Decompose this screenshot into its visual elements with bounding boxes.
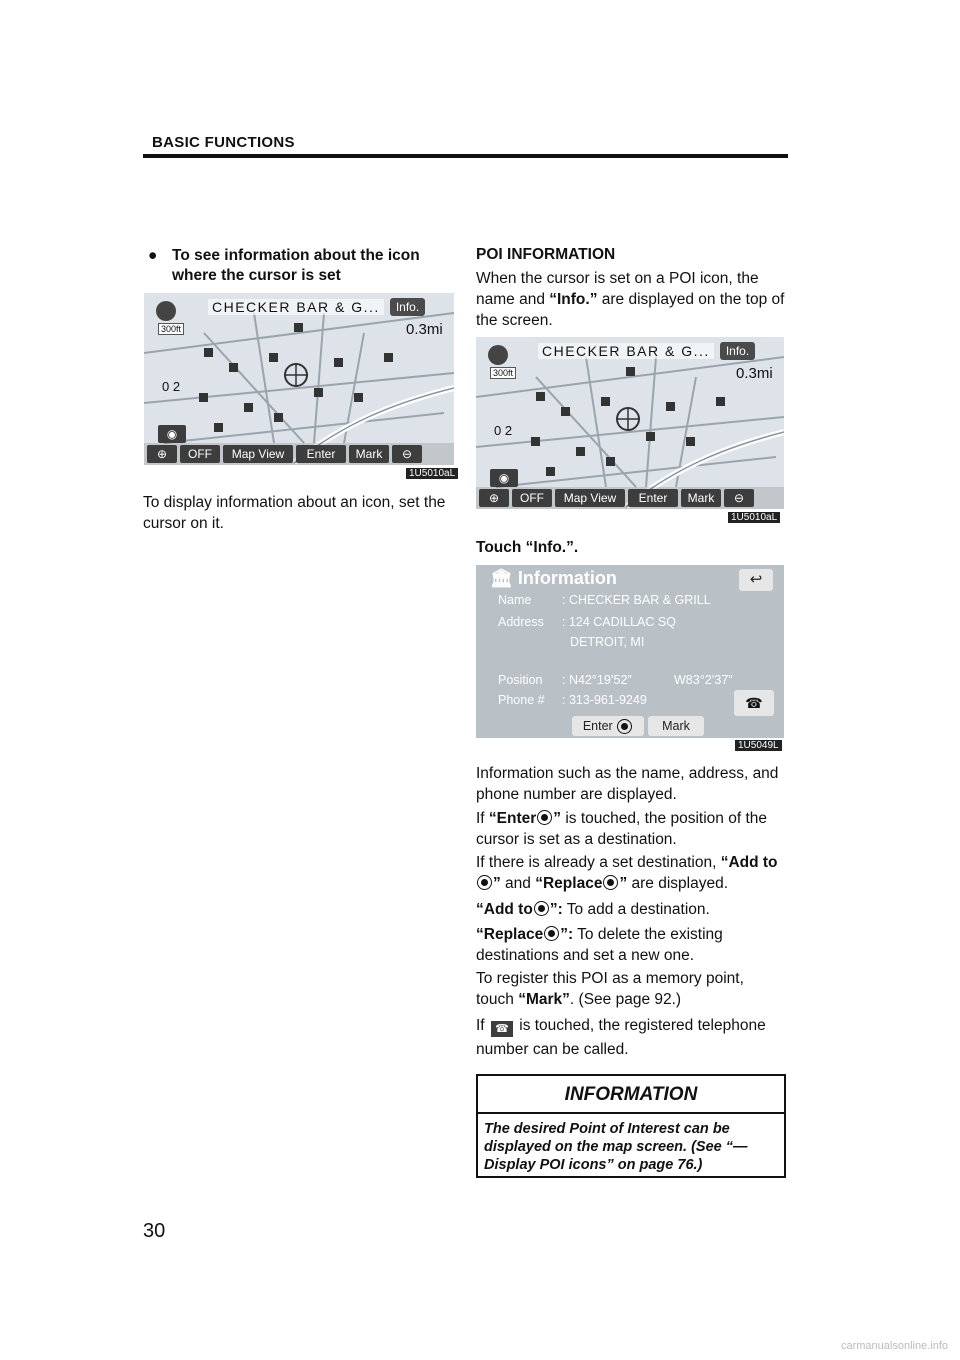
destination-icon <box>534 901 549 916</box>
section-title: POI INFORMATION <box>476 246 616 263</box>
info-enter-button[interactable]: Enter <box>572 716 644 736</box>
zoom-out-button[interactable]: ⊖ <box>392 445 422 463</box>
paragraph-2: If “Enter ” is touched, the position of the cursor is set as a destination. <box>476 810 767 848</box>
distance-label: 0.3mi <box>736 365 773 382</box>
page-number: 30 <box>143 1220 166 1242</box>
mark-button[interactable]: Mark <box>349 445 389 463</box>
destination-icon <box>477 875 492 890</box>
zoom-in-button[interactable]: ⊕ <box>479 489 509 507</box>
phone-icon: ☎ <box>745 695 763 711</box>
information-box-text: The desired Point of Interest can be displayed on the map screen. (See “— Display POI icons” on page 76.) <box>484 1121 748 1173</box>
zoom-out-button[interactable]: ⊖ <box>724 489 754 507</box>
bullet-icon: ● <box>148 247 158 264</box>
paragraph-3: If there is already a set destination, “Add to” and “Replace ” are displayed. <box>476 854 778 892</box>
destination-icon <box>544 926 559 941</box>
paragraph-1: Information such as the name, address, and phone number are displayed. <box>476 765 779 803</box>
information-box-heading: INFORMATION <box>478 1076 784 1114</box>
info-button[interactable]: Info. <box>720 342 755 360</box>
phone-icon: ☎ <box>491 1021 513 1037</box>
name-value: : CHECKER BAR & GRILL <box>562 593 711 607</box>
paragraph-7: If ☎ is touched, the registered telephone number can be called. <box>476 1017 766 1058</box>
information-box <box>476 1074 786 1178</box>
scale-label: 300ft <box>490 367 516 379</box>
call-button[interactable] <box>734 690 774 716</box>
paragraph-6: To register this POI as a memory point, touch “Mark”. (See page 92.) <box>476 970 744 1008</box>
map-toolbar <box>476 487 784 509</box>
poi-name-bar <box>208 297 425 317</box>
paragraph-4: “Add to ”: To add a destination. <box>476 901 710 918</box>
position-latitude: : N42°19’52” <box>562 673 632 687</box>
zoom-label: 0 2 <box>162 379 181 394</box>
section-header: BASIC FUNCTIONS <box>152 134 295 151</box>
enter-button[interactable]: Enter <box>628 489 678 507</box>
off-button[interactable]: OFF <box>512 489 552 507</box>
position-label: Position <box>498 673 543 687</box>
mark-button[interactable]: Mark <box>681 489 721 507</box>
information-title: 🏛 Information <box>490 568 617 588</box>
phone-label: Phone # <box>498 693 545 707</box>
enter-button[interactable]: Enter <box>296 445 346 463</box>
info-button[interactable]: Info. <box>390 298 425 316</box>
map-screen-left <box>144 293 454 465</box>
bullet-heading <box>148 246 458 286</box>
map-roads <box>476 337 784 509</box>
position-longitude: W83°2’37” <box>674 673 733 687</box>
figure-code: 1U5010aL <box>406 468 458 479</box>
map-view-button[interactable]: Map View <box>555 489 625 507</box>
poi-name-bar <box>538 341 755 361</box>
building-icon: 🏛 <box>490 568 513 588</box>
address-label: Address <box>498 615 544 629</box>
poi-name: CHECKER BAR & G... <box>538 343 714 359</box>
map-view-button[interactable]: Map View <box>223 445 293 463</box>
poi-name: CHECKER BAR & G... <box>208 299 384 315</box>
map-toolbar <box>144 443 454 465</box>
header-rule <box>143 154 788 158</box>
figure-code: 1U5010aL <box>728 512 780 523</box>
zoom-in-button[interactable]: ⊕ <box>147 445 177 463</box>
destination-icon <box>603 875 618 890</box>
bullet-heading-text: To see information about the icon where the cursor is set <box>172 247 420 284</box>
address-value-2: DETROIT, MI <box>570 635 645 649</box>
scale-label: 300ft <box>158 323 184 335</box>
address-value-1: : 124 CADILLAC SQ <box>562 615 676 629</box>
zoom-label: 0 2 <box>494 423 513 438</box>
voice-button[interactable]: ◉ <box>158 425 186 443</box>
touch-instruction: Touch “Info.”. <box>476 539 579 556</box>
paragraph-5: “Replace ”: To delete the existing destinations and set a new one. <box>476 926 723 964</box>
figure-code: 1U5049L <box>735 740 782 751</box>
map-screen-right <box>476 337 784 509</box>
back-button[interactable] <box>739 569 773 591</box>
map-roads <box>144 293 454 465</box>
destination-icon <box>617 719 632 734</box>
watermark: carmanualsonline.info <box>840 1340 948 1352</box>
name-label: Name <box>498 593 532 607</box>
phone-value: : 313-961-9249 <box>562 693 647 707</box>
back-arrow-icon: ↩ <box>749 571 763 588</box>
intro-paragraph: When the cursor is set on a POI icon, the name and “Info.” are displayed on the top of the screen. <box>476 270 785 329</box>
off-button[interactable]: OFF <box>180 445 220 463</box>
destination-icon <box>537 810 552 825</box>
information-screen <box>476 565 784 738</box>
voice-button[interactable]: ◉ <box>490 469 518 487</box>
distance-label: 0.3mi <box>406 321 443 338</box>
left-paragraph: To display information about an icon, set the cursor on it. <box>143 494 446 532</box>
info-mark-button[interactable]: Mark <box>648 716 704 736</box>
